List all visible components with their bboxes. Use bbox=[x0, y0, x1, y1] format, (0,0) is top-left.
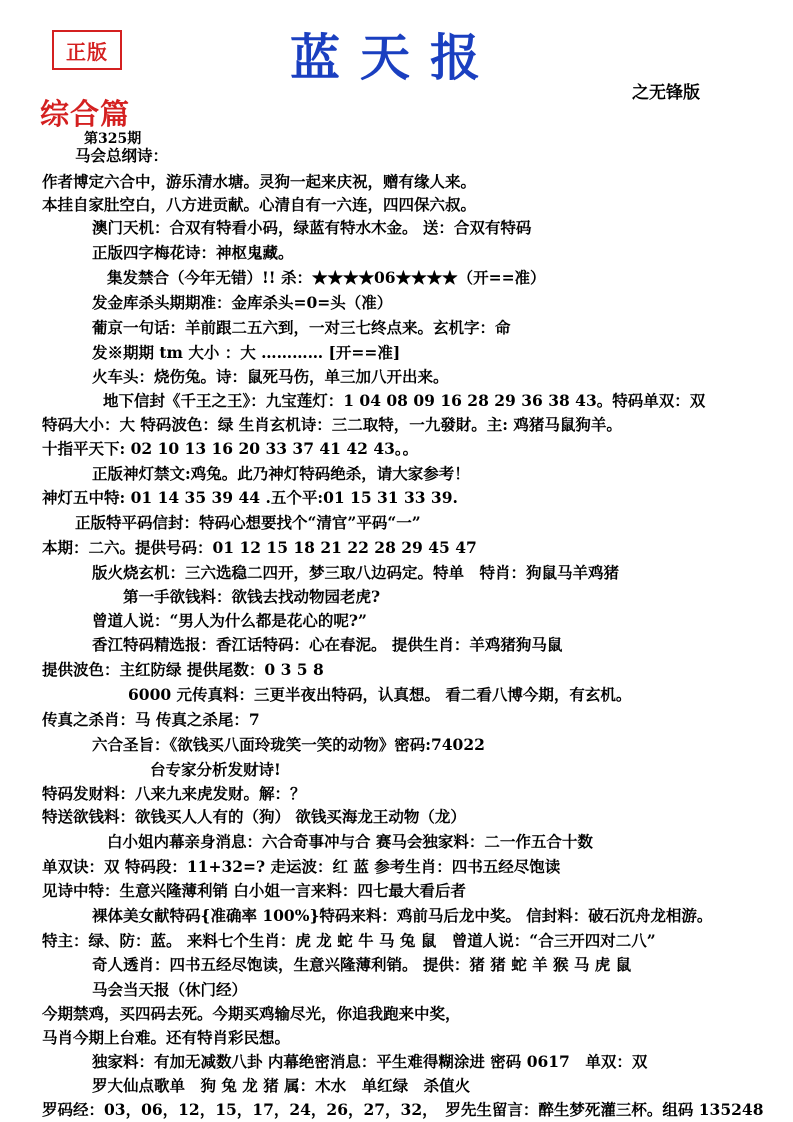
text-line: 提供波色：主红防绿 提供尾数：0 3 5 8 bbox=[42, 660, 324, 679]
text-line: 正版神灯禁文:鸡兔。此乃神灯特码绝杀，请大家参考！ bbox=[92, 464, 470, 483]
text-line: 马会总纲诗： bbox=[75, 146, 169, 165]
text-line: 本期：二六。提供号码：01 12 15 18 21 22 28 29 45 47 bbox=[42, 538, 477, 557]
text-line: 正版特平码信封：特码心想要找个“清官”平码“一” bbox=[75, 513, 421, 532]
text-line: 台专家分析发财诗! bbox=[150, 760, 281, 779]
text-line: 传真之杀肖：马 传真之杀尾：7 bbox=[42, 710, 260, 729]
newspaper-title: 蓝天报 bbox=[290, 28, 500, 87]
text-line: 单双诀：双 特码段：11+32=? 走运波：红 蓝 参考生肖：四书五经尽饱读 bbox=[42, 857, 561, 876]
text-line: 曾道人说：“男人为什么都是花心的呢?” bbox=[92, 611, 367, 630]
text-line: 特主：绿、防：蓝。 来料七个生肖：虎 龙 蛇 牛 马 兔 鼠 曾道人说：“合三开四对二八” bbox=[42, 931, 656, 950]
text-line: 独家料：有加无减数八卦 内幕绝密消息：平生难得糊涂进 密码 0617 单双：双 bbox=[92, 1052, 648, 1071]
text-line: 见诗中特：生意兴隆薄利销 白小姐一言来料：四七最大看后者 bbox=[42, 881, 466, 900]
text-line: 第一手欲钱料：欲钱去找动物园老虎? bbox=[123, 587, 381, 606]
text-line: 葡京一句话：羊前跟二五六到，一对三七终点来。玄机字：命 bbox=[92, 318, 511, 337]
text-line: 裸体美女献特码{准确率 100%}特码来料：鸡前马后龙中奖。 信封料：破石沉舟龙相游。 bbox=[92, 906, 713, 925]
text-line: 特码发财料：八来九来虎发财。解：？ bbox=[42, 784, 306, 803]
text-line: 罗码经：03，06，12，15，17，24，26，27，32， 罗先生留言：醉生梦死灌三杯。组码 135248 bbox=[42, 1100, 764, 1119]
edition-label: 之无锋版 bbox=[632, 83, 700, 103]
issue-number: 第325期 bbox=[84, 131, 142, 147]
text-line: 神灯五中特: 01 14 35 39 44 .五个平:01 15 31 33 39. bbox=[42, 488, 458, 507]
text-line: 白小姐内幕亲身消息：六合奇事冲与合 赛马会独家料：二一作五合十数 bbox=[107, 832, 593, 851]
text-line: 奇人透肖：四书五经尽饱读，生意兴隆薄利销。 提供：猪 猪 蛇 羊 猴 马 虎 鼠 bbox=[92, 955, 632, 974]
text-line: 今期禁鸡，买四码去死。今期买鸡输尽光，你追我跑来中奖， bbox=[42, 1004, 461, 1023]
text-line: 集发禁合（今年无错）!! 杀：★★★★06★★★★（开==准） bbox=[107, 268, 546, 287]
text-line: 特送欲钱料：欲钱买人人有的（狗） 欲钱买海龙王动物（龙） bbox=[42, 807, 466, 826]
text-line: 罗大仙点歌单 狗 兔 龙 猪 属：木水 单红绿 杀值火 bbox=[92, 1076, 471, 1095]
text-line: 本挂自家肚空白，八方进贡献。心清自有一六连，四四保六叔。 bbox=[42, 195, 477, 214]
text-line: 地下信封《千王之王》：九宝莲灯：1 04 08 09 16 28 29 36 38 43。特码单双：双 bbox=[103, 391, 706, 410]
text-line: 香江特码精选报：香江话特码：心在春泥。 提供生肖：羊鸡猪狗马鼠 bbox=[92, 635, 563, 654]
text-line: 6000 元传真料：三更半夜出特码，认真想。 看二看八博今期，有玄机。 bbox=[128, 685, 632, 704]
text-line: 马肖今期上台难。还有特肖彩民想。 bbox=[42, 1028, 291, 1047]
text-line: 特码大小：大 特码波色：绿 生肖玄机诗：三二取特，一九發財。主: 鸡猪马鼠狗羊。 bbox=[42, 415, 622, 434]
text-line: 火车头：烧伤兔。诗：鼠死马伤，单三加八开出来。 bbox=[92, 367, 449, 386]
authentic-stamp: 正版 bbox=[52, 30, 122, 70]
text-line: 六合圣旨：《欲钱买八面玲珑笑一笑的动物》密码:74022 bbox=[92, 735, 485, 754]
text-line: 作者博定六合中，游乐清水塘。灵狗一起来庆祝，赠有缘人来。 bbox=[42, 172, 477, 191]
text-line: 澳门天机：合双有特看小码，绿蓝有特水木金。 送：合双有特码 bbox=[92, 218, 532, 237]
text-line: 正版四字梅花诗：神枢鬼藏。 bbox=[92, 243, 294, 262]
text-line: 发金库杀头期期准：金库杀头=0=头（准） bbox=[92, 293, 393, 312]
section-title: 综合篇 bbox=[40, 97, 131, 131]
text-line: 发※期期 tm 大小 ：大 ………… [开==准] bbox=[92, 343, 401, 362]
text-line: 马会当天报（休门经） bbox=[92, 980, 248, 999]
text-line: 版火烧玄机：三六选稳二四开，梦三取八边码定。特单 特肖：狗鼠马羊鸡猪 bbox=[92, 563, 620, 582]
text-line: 十指平天下: 02 10 13 16 20 33 37 41 42 43。。 bbox=[42, 439, 419, 458]
